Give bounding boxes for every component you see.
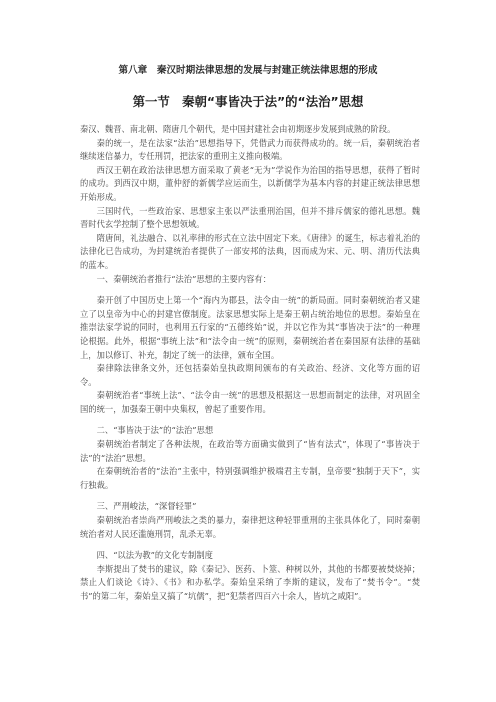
paragraph: 秦开创了中国历史上第一个“海内为郡县，法令由一统”的新局面。同时秦朝统治者又建立了以皇帝为中心的封建官僚制度。法家思想实际上是秦王朝占统治地位的思想。秦始皇在推崇法家学说的同时，也利用五行家的“五德终始”说，并以它作为其“事皆决于法”的一种理论根据。此外，根据“事统上法”和“法令由一统”的原则，秦朝统治者在秦国原有法律的基础上，加以修订、补充，制定了统一的法律，颁布全国。 [80,295,420,360]
paragraph: 在秦朝统治者的“法治”主张中，特别强调维护极端君主专制，皇帝要“独制于天下”，实行独裁。 [80,466,420,490]
section-title: 第一节 秦朝“事皆决于法”的“法治”思想 [132,94,364,109]
subheading: 三、严刑峻法，“深督轻罪” [96,501,197,512]
subheading: 四、“以法为教”的文化专制制度 [96,550,213,561]
paragraph: 秦朝统治者制定了各种法规，在政治等方面确实做到了“皆有法式”，体现了“事皆决于法”的“法治”思想。 [80,439,420,463]
list-heading: 一、秦朝统治者推行“法治”思想的主要内容有： [96,273,272,284]
paragraph: 西汉王朝在政治法律思想方面采取了黄老“无为”学说作为治国的指导思想，获得了暂时的成功。到西汉中期，董仲舒的新儒学应运而生，以新儒学为基本内容的封建正统法律思想开始形成。 [80,164,420,202]
paragraph: 秦朝统治者“事统上法”、“法令由一统”的思想及根据这一思想而制定的法律，对巩固全国的统一，加强秦王朝中央集权，曾起了重要作用。 [80,390,420,414]
paragraph: 李斯提出了焚书的建议，除《秦记》、医药、卜筮、种树以外，其他的书都要被焚烧掉；禁止人们谈论《诗》、《书》和办私学。秦始皇采纳了李斯的建议，发布了“焚书令”。“焚书”的第二年，秦始皇又搞了“坑儒”，把“犯禁者四百六十余人，皆坑之咸阳”。 [80,563,420,601]
paragraph: 隋唐间，礼法融合、以礼率律的形式在立法中固定下来。《唐律》的诞生，标志着礼治的法律化已告成功，为封建统治者提供了一部安邦的法典，因而成为宋、元、明、清历代法典的蓝本。 [80,232,420,270]
paragraph: 秦律除法律条文外，还包括秦始皇执政期间颁布的有关政治、经济、文化等方面的诏令。 [80,363,420,387]
paragraph: 秦汉、魏晋、南北朝、隋唐几个朝代，是中国封建社会由初期逐步发展到成熟的阶段。 [80,124,396,134]
paragraph: 秦的统一，是在法家“法治”思想指导下，凭借武力而获得成功的。统一后，秦朝统治者继续迷信暴力，专任刑罚，把法家的重刑主义推向极端。 [80,137,420,162]
chapter-title: 第八章 秦汉时期法律思想的发展与封建正统法律思想的形成 [118,65,378,76]
paragraph: 三国时代，一些政治家、思想家主张以严法重刑治国，但并不排斥儒家的德礼思想。魏晋时代玄学控制了整个思想领域。 [80,205,420,230]
body-text [80,123,420,604]
subheading: 二、“事皆决于法”的“法治”思想 [96,425,214,436]
paragraph: 秦朝统治者崇尚严刑峻法之类的暴力，秦律把这种轻罪重刑的主张具体化了，同时秦朝统治者对人民还滥施刑罚，乱杀无辜。 [80,515,420,539]
